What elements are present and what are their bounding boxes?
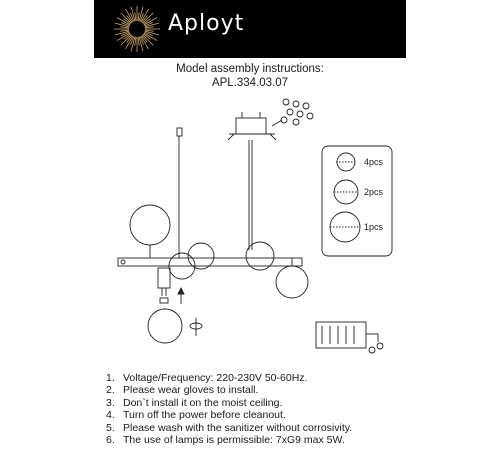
brand-name: Aployt (168, 11, 245, 36)
brand-banner (94, 0, 406, 58)
sunburst-logo-icon (112, 4, 162, 54)
page-title: Model assembly instructions: (176, 63, 324, 75)
globe-right (276, 266, 308, 298)
instruction-item: 3. Don`t install it on the moist ceiling. (106, 396, 283, 409)
instruction-item: 4. Turn off the power before cleanout. (106, 409, 286, 422)
wiring-terminal (316, 322, 366, 348)
model-number: APL.334.03.07 (211, 77, 289, 89)
instruction-item: 6. The use of lamps is permissible: 7xG9 max 5W. (106, 434, 345, 447)
instruction-item: 2. Please wear gloves to install. (106, 384, 259, 397)
instruction-item: 1. Voltage/Frequency: 220-230V 50-60Hz. (106, 372, 308, 384)
mounting-screws-detail (281, 99, 313, 125)
bulb-count-1: 4pcs (364, 157, 384, 167)
assembly-drawing (0, 90, 500, 370)
ceiling-canopy (236, 118, 266, 134)
instruction-item: 5. Please wash with the sanitizer without corrosivity. (106, 421, 353, 434)
bulb-count-2: 2pcs (364, 187, 384, 197)
globe-install (148, 309, 182, 343)
globe-center (188, 243, 214, 269)
instructions-list (106, 372, 352, 446)
socket-detail (158, 268, 170, 288)
bulb-count-3: 1pcs (364, 222, 384, 232)
globe-large-left (130, 205, 170, 245)
